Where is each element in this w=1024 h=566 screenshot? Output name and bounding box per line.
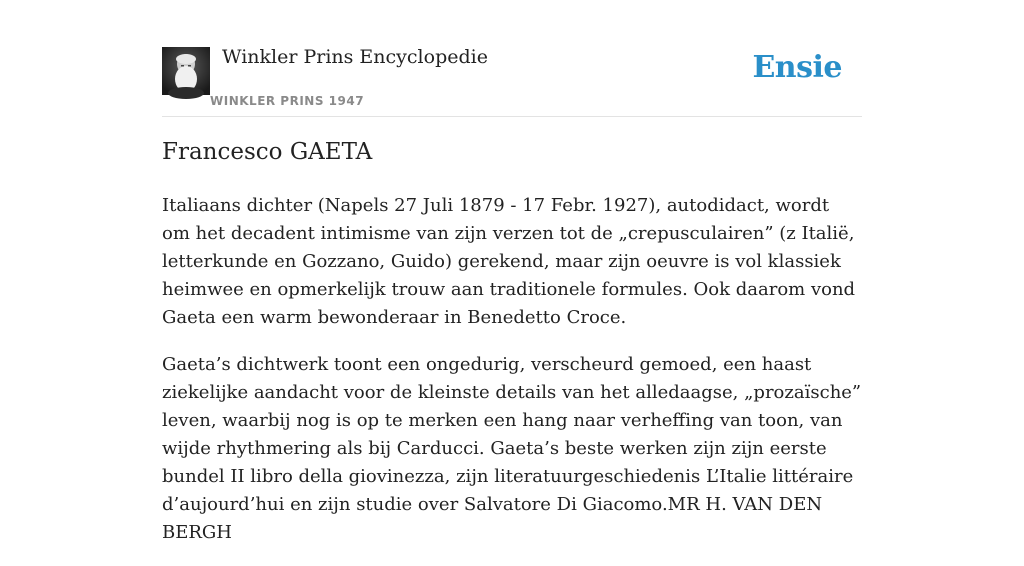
ensie-logo-link[interactable]: Ensie [752, 50, 842, 85]
source-header [162, 44, 862, 117]
entry-title: Francesco GAETA [162, 139, 373, 165]
entry-body [162, 192, 862, 566]
entry-paragraph: Italiaans dichter (Napels 27 Juli 1879 - 17 Febr. 1927), autodidact, wordt om het decadent intimisme van zijn verzen tot de „crepusculairen” (z Italië, letterkunde en Gozzano, Guido) gerekend, maar zijn oeuvre is vol klassiek heimwee en opmerkelijk trouw aan traditionele formules. Ook daarom vond Gaeta een warm bewonderaar in Benedetto Croce. [162, 195, 856, 328]
entry-paragraph: Gaeta’s dichtwerk toont een ongedurig, verscheurd gemoed, een haast ziekelijke aandacht voor de kleinste details van het alledaagse, „prozaïsche” leven, waarbij nog is op te merken een hang naar verheffing van toon, van wijde rhythmering als bij Carducci. Gaeta’s beste werken zijn zijn eerste bundel II libro della giovinezza, zijn literatuurgeschiedenis L’Italie littéraire d’aujourd’hui en zijn studie over Salvatore Di Giacomo.MR H. VAN DEN BERGH [162, 354, 862, 543]
portrait-avatar-icon[interactable] [162, 47, 210, 95]
source-subtitle: WINKLER PRINS 1947 [210, 94, 365, 108]
source-title[interactable]: Winkler Prins Encyclopedie [222, 46, 488, 68]
